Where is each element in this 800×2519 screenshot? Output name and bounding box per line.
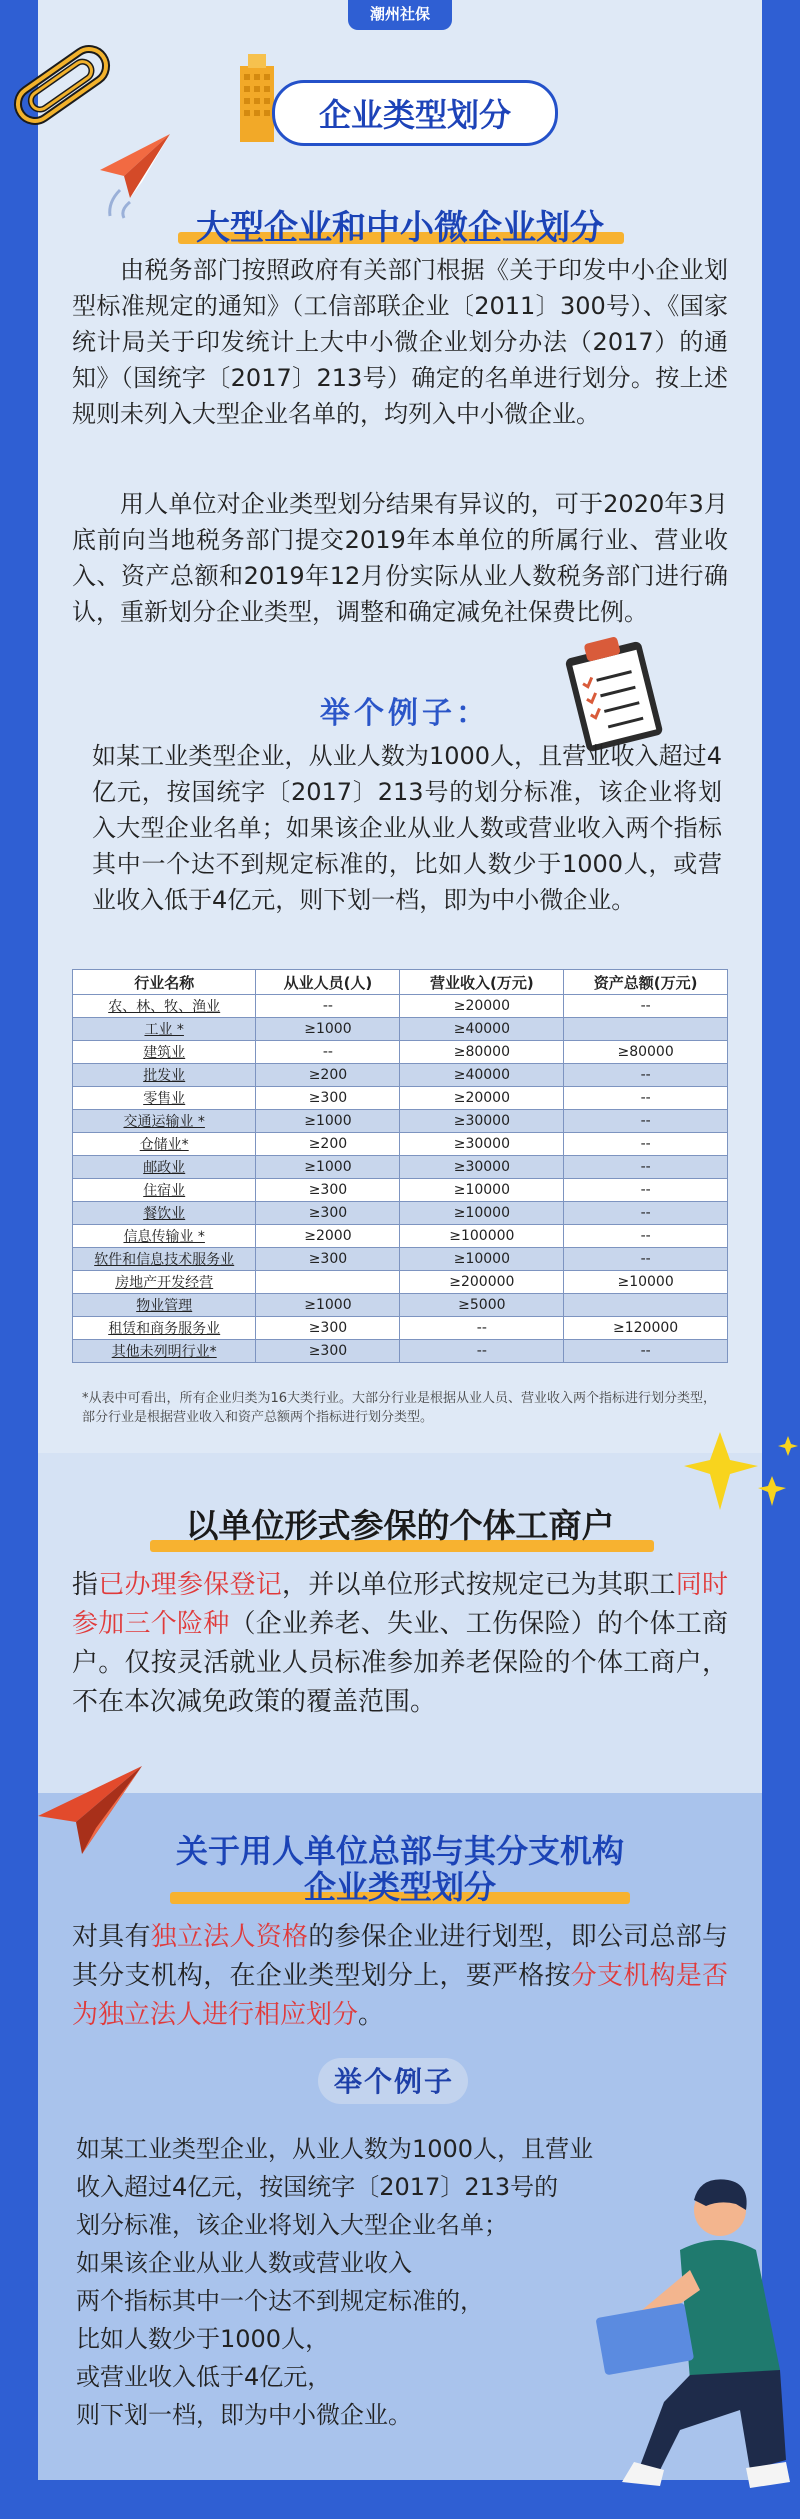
column-header: 营业收入(万元) (400, 970, 564, 995)
paperclip-icon (2, 30, 122, 140)
table-row (73, 1133, 728, 1156)
table-cell: ≥200000 (400, 1271, 564, 1294)
example-line: 如果该企业从业人数或营业收入 (76, 2249, 412, 2277)
industry-name-cell: 其他未列明行业* (73, 1340, 256, 1363)
table-cell: ≥5000 (400, 1294, 564, 1317)
section2-title: 以单位形式参保的个体工商户 (185, 1506, 615, 1545)
section3-text-part: 对具有 (72, 1922, 151, 1952)
example-line: 收入超过4亿元，按国统字〔2017〕213号的 (76, 2173, 559, 2201)
table-cell: -- (564, 1340, 728, 1363)
example-line: 两个指标其中一个达不到规定标准的， (76, 2287, 484, 2315)
table-cell: ≥1000 (256, 1018, 400, 1041)
table-cell: ≥10000 (400, 1202, 564, 1225)
table-cell: ≥300 (256, 1179, 400, 1202)
table-cell: -- (564, 1202, 728, 1225)
table-row (73, 1340, 728, 1363)
table-row (73, 1041, 728, 1064)
section2-highlight: 同时参加三个险种 (72, 1570, 728, 1639)
table-cell: ≥80000 (564, 1041, 728, 1064)
table-cell: -- (564, 1133, 728, 1156)
table-cell (564, 1018, 728, 1041)
table-cell: ≥20000 (400, 995, 564, 1018)
section3-title-line1: 关于用人单位总部与其分支机构 (175, 1832, 624, 1870)
industry-name-cell: 工业 * (73, 1018, 256, 1041)
table-row (73, 1018, 728, 1041)
section3-text-part: 的参保企业进行划型，即公司总部与其分支机构，在企业类型划分上，要严格按 (72, 1922, 728, 1991)
section2-text (72, 1566, 728, 1722)
table-row (73, 1110, 728, 1133)
industry-name-cell: 建筑业 (73, 1041, 256, 1064)
table-cell: -- (564, 1225, 728, 1248)
section3-example-title: 举个例子 (334, 2065, 455, 2098)
table-cell (564, 1294, 728, 1317)
table-cell: ≥200 (256, 1133, 400, 1156)
section3-text (72, 1918, 728, 2035)
section3-title-line2: 企业类型划分 (303, 1868, 496, 1906)
clipboard-icon (556, 632, 676, 752)
table-row (73, 1202, 728, 1225)
section3-highlight: 独立法人资格 (150, 1922, 309, 1952)
table-row (73, 1225, 728, 1248)
table-cell: ≥1000 (256, 1294, 400, 1317)
section2-text-part: ，并以单位形式按规定已为其职工 (281, 1570, 676, 1600)
table-cell: ≥30000 (400, 1133, 564, 1156)
section2-highlight: 已办理参保登记 (98, 1570, 282, 1600)
example-line: 如某工业类型企业，从业人数为1000人，且营业 (76, 2135, 594, 2163)
table-cell: -- (400, 1340, 564, 1363)
table-row (73, 1156, 728, 1179)
industry-name-cell: 住宿业 (73, 1179, 256, 1202)
table-cell (256, 1271, 400, 1294)
table-row (73, 995, 728, 1018)
table-cell: -- (564, 995, 728, 1018)
industry-name-cell: 交通运输业 * (73, 1110, 256, 1133)
industry-name-cell: 批发业 (73, 1064, 256, 1087)
table-cell: ≥10000 (564, 1271, 728, 1294)
table-cell: ≥1000 (256, 1110, 400, 1133)
table-cell: ≥300 (256, 1340, 400, 1363)
table-row (73, 1064, 728, 1087)
industry-name-cell: 邮政业 (73, 1156, 256, 1179)
table-cell: ≥30000 (400, 1156, 564, 1179)
industry-name-cell: 仓储业* (73, 1133, 256, 1156)
column-header: 从业人员(人) (256, 970, 400, 995)
table-row (73, 1248, 728, 1271)
example-line: 划分标准，该企业将划入大型企业名单； (76, 2211, 508, 2239)
section1-example-text: 如某工业类型企业，从业人数为1000人，且营业收入超过4亿元，按国统字〔2017〕213号的划分标准，该企业将划入大型企业名单；如果该企业从业人数或营业收入两个指标其中一个达不到规定标准的，比如人数少于1000人，或营业收入低于4亿元，则下划一档，即为中小微企业。 (92, 742, 722, 914)
table-cell: -- (564, 1064, 728, 1087)
table-cell: -- (256, 995, 400, 1018)
column-header: 资产总额(万元) (564, 970, 728, 995)
industry-name-cell: 餐饮业 (73, 1202, 256, 1225)
example-line: 或营业收入低于4亿元， (76, 2363, 332, 2391)
table-header-row (73, 970, 728, 995)
table-cell: -- (564, 1248, 728, 1271)
industry-name-cell: 租赁和商务服务业 (73, 1317, 256, 1340)
table-cell: ≥200 (256, 1064, 400, 1087)
table-cell: ≥1000 (256, 1156, 400, 1179)
table-cell: -- (400, 1317, 564, 1340)
industry-name-cell: 物业管理 (73, 1294, 256, 1317)
example-line: 比如人数少于1000人， (76, 2325, 330, 2353)
table-cell: -- (564, 1156, 728, 1179)
section3-highlight: 分支机构是否为独立法人进行相应划分 (72, 1961, 728, 2030)
column-header: 行业名称 (73, 970, 256, 995)
table-cell: ≥10000 (400, 1179, 564, 1202)
table-cell: ≥300 (256, 1202, 400, 1225)
section1-title: 大型企业和中小微企业划分 (196, 208, 604, 248)
table-cell: -- (564, 1179, 728, 1202)
table-cell: -- (256, 1041, 400, 1064)
section3-text-part: 。 (358, 2000, 385, 2030)
sparkle-icon (660, 1430, 800, 1520)
table-cell: ≥2000 (256, 1225, 400, 1248)
table-row (73, 1087, 728, 1110)
table-cell: ≥120000 (564, 1317, 728, 1340)
table-row (73, 1179, 728, 1202)
table-cell: ≥300 (256, 1248, 400, 1271)
table-cell: ≥10000 (400, 1248, 564, 1271)
example-line: 则下划一档，即为中小微企业。 (76, 2401, 412, 2429)
table-row (73, 1294, 728, 1317)
table-row (73, 1317, 728, 1340)
page-title: 企业类型划分 (318, 96, 511, 134)
brand-label: 潮州社保 (348, 0, 452, 30)
industry-name-cell: 房地产开发经营 (73, 1271, 256, 1294)
section2-text-part: 指 (72, 1570, 99, 1600)
section1-para1: 由税务部门按照政府有关部门根据《关于印发中小企业划型标准规定的通知》（工信部联企业〔2011〕300号）、《国家统计局关于印发统计上大中小微企业划分办法（2017）的通知》（国统字〔2017〕213号）确定的名单进行划分。按上述规则未列入大型企业名单的，均列入中小微企业。 (72, 256, 728, 428)
industry-table (72, 969, 728, 1363)
table-cell: ≥300 (256, 1087, 400, 1110)
industry-name-cell: 农、林、牧、渔业 (73, 995, 256, 1018)
section1-para2: 用人单位对企业类型划分结果有异议的，可于2020年3月底前向当地税务部门提交2019年本单位的所属行业、营业收入、资产总额和2019年12月份实际从业人数税务部门进行确认，重新划分企业类型，调整和确定减免社保费比例。 (72, 490, 728, 626)
table-body (73, 995, 728, 1363)
table-cell: ≥20000 (400, 1087, 564, 1110)
table-note: *从表中可看出，所有企业归类为16大类行业。大部分行业是根据从业人员、营业收入两个指标进行划分类型，部分行业是根据营业收入和资产总额两个指标进行划分类型。 (82, 1391, 717, 1425)
industry-name-cell: 信息传输业 * (73, 1225, 256, 1248)
table-row (73, 1271, 728, 1294)
table-cell: ≥300 (256, 1317, 400, 1340)
table-cell: ≥30000 (400, 1110, 564, 1133)
person-with-laptop-icon (560, 2170, 800, 2519)
section1-example-title: 举个例子： (320, 696, 490, 731)
section2-text-part: （企业养老、失业、工伤保险）的个体工商户。仅按灵活就业人员标准参加养老保险的个体工商户，不在本次减免政策的覆盖范围。 (72, 1609, 728, 1717)
table-cell: -- (564, 1110, 728, 1133)
industry-name-cell: 零售业 (73, 1087, 256, 1110)
table-cell: ≥40000 (400, 1064, 564, 1087)
table-cell: ≥80000 (400, 1041, 564, 1064)
table-cell: ≥100000 (400, 1225, 564, 1248)
table-cell: ≥40000 (400, 1018, 564, 1041)
industry-name-cell: 软件和信息技术服务业 (73, 1248, 256, 1271)
table-cell: -- (564, 1087, 728, 1110)
